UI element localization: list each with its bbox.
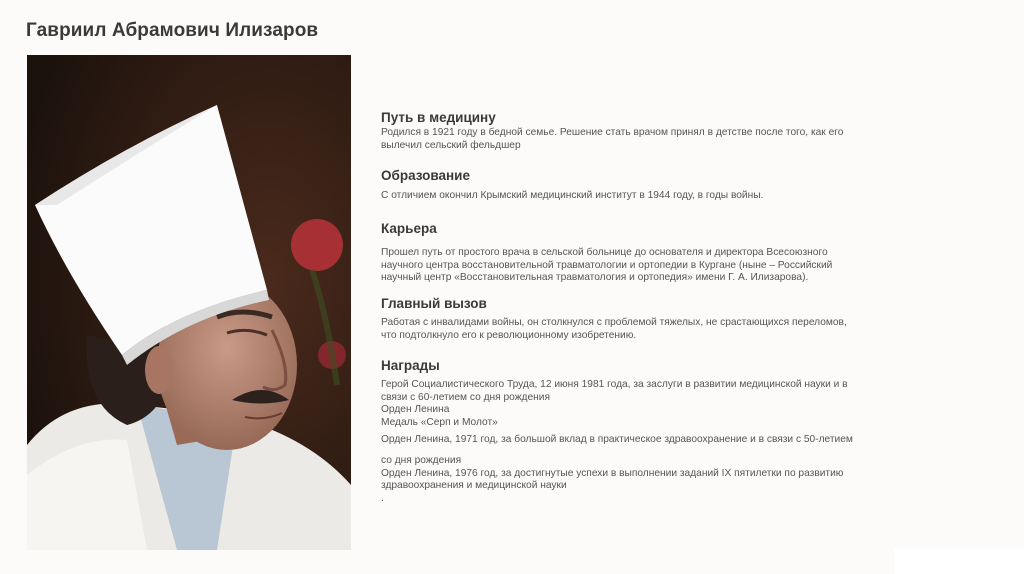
section-text-medicine-path [381,127,911,152]
text-line: научного центра восстановительной травматологии и ортопедии в Кургане (ныне – Российский [381,259,833,271]
text-line: вылечил сельский фельдшер [381,139,521,151]
page-title: Гавриил Абрамович Илизаров [26,20,319,41]
text-line: С отличием окончил Крымский медицинский институт в 1944 году, в годы войны. [381,190,764,201]
text-line: Орден Ленина [381,404,450,416]
text-line: Герой Социалистического Труда, 12 июня 1981 года, за заслуги в развитии медицинской науки и в [381,379,848,390]
section-heading-main-challenge: Главный вызов [381,296,487,311]
text-line: Работая с инвалидами войны, он столкнулся с проблемой тяжелых, не срастающихся переломов, [381,317,847,328]
portrait-photo [27,55,351,550]
awards-extra-1 [381,434,911,447]
text-line: связи с 60-летием со дня рождения [381,391,550,403]
text-line: что подтолкнуло его к революционному изобретению. [381,329,637,341]
section-heading-education: Образование [381,168,470,183]
section-heading-medicine-path: Путь в медицину [381,110,496,125]
text-line: научный центр «Восстановительная травматология и ортопедия» имени Г. А. Илизарова). [381,272,809,284]
section-text-main-challenge [381,317,911,342]
section-text-career [381,247,911,285]
text-line: Родился в 1921 году в бедной семье. Решение стать врачом принял в детстве после того, как его [381,127,844,138]
text-line: здравоохранения и медицинской науки [381,480,567,492]
section-text-awards [381,379,911,429]
corner-overlay [894,548,1024,574]
text-line: Прошел путь от простого врача в сельской больнице до основателя и директора Всесоюзного [381,247,828,258]
awards-extra-2 [381,455,911,505]
section-heading-awards: Награды [381,358,440,373]
text-line: Орден Ленина, 1976 год, за достигнутые успехи в выполнении заданий IX пятилетки по развитию [381,467,844,479]
text-line: Орден Ленина, 1971 год, за большой вклад в практическое здравоохранение и в связи с 50-летием [381,434,853,445]
text-line: Медаль «Серп и Молот» [381,416,498,428]
section-heading-career: Карьера [381,221,437,236]
text-line: со дня рождения [381,455,462,466]
portrait-illustration [27,55,351,550]
section-text-education [381,190,911,203]
text-line: . [381,492,384,504]
